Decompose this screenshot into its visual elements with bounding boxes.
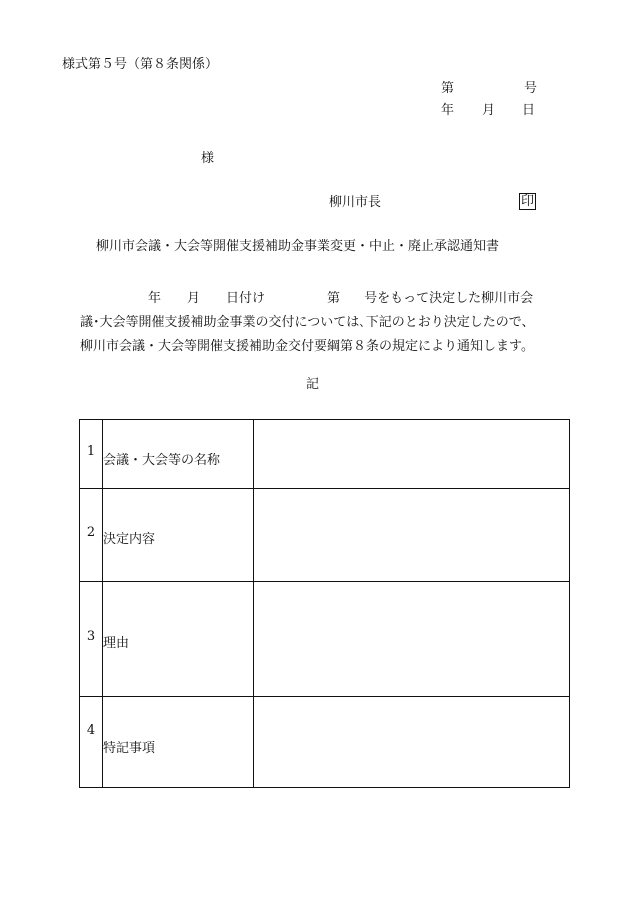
table-row	[80, 489, 570, 582]
body-line-2: 議･大会等開催支援補助金事業の交付については､下記のとおり決定したので、	[80, 315, 535, 330]
body-month-label: 月	[187, 291, 201, 306]
row-label-cell	[103, 582, 254, 697]
body-year-label: 年	[148, 291, 162, 306]
row-number: 3	[86, 628, 96, 644]
row-label: 理由	[103, 635, 130, 651]
row-value-cell	[254, 420, 570, 489]
row-number-cell	[80, 697, 103, 788]
row-label-cell	[103, 697, 254, 788]
document-number-suffix: 号	[524, 81, 538, 96]
addressee-honorific: 様	[201, 151, 215, 166]
row-number: 2	[86, 524, 96, 540]
notice-body	[80, 287, 570, 359]
document-title: 柳川市会議・大会等開催支援補助金事業変更・中止・廃止承認通知書	[96, 239, 500, 254]
row-number-cell	[80, 420, 103, 489]
body-line-3: 柳川市会議・大会等開催支援補助金交付要綱第８条の規定により通知します。	[80, 339, 534, 354]
seal-mark: 印	[521, 194, 535, 209]
row-number: 4	[86, 722, 96, 738]
row-label-cell	[103, 420, 254, 489]
row-number-cell	[80, 489, 103, 582]
row-label: 会議・大会等の名称	[103, 452, 221, 468]
row-label-cell	[103, 489, 254, 582]
table-row	[80, 420, 570, 489]
body-number-prefix: 第	[327, 291, 341, 306]
date-month-label: 月	[482, 103, 496, 118]
issuer-name: 柳川市長	[329, 195, 382, 210]
table-row	[80, 697, 570, 788]
date-day-label: 日	[522, 103, 536, 118]
body-line-1-rest: 号をもって決定した柳川市会	[364, 291, 534, 306]
date-year-label: 年	[441, 103, 455, 118]
row-number: 1	[86, 443, 96, 459]
row-value-cell	[254, 582, 570, 697]
body-line-1	[80, 287, 570, 311]
row-value-cell	[254, 697, 570, 788]
table-row	[80, 582, 570, 697]
row-value-cell	[254, 489, 570, 582]
ki-heading: 記	[306, 377, 320, 392]
row-label: 特記事項	[103, 740, 156, 756]
row-label: 決定内容	[103, 531, 156, 547]
row-number-cell	[80, 582, 103, 697]
body-dated-label: 日付け	[226, 291, 266, 306]
form-label: 様式第５号（第８条関係）	[62, 57, 219, 72]
document-number-prefix: 第	[441, 81, 455, 96]
details-table	[79, 419, 570, 788]
